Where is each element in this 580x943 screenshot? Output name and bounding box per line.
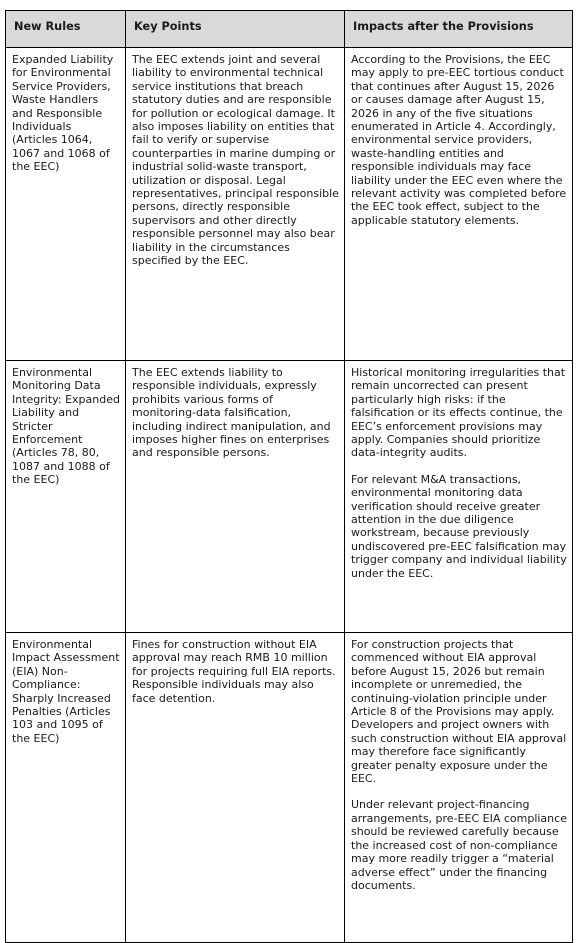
- table-row: [6, 48, 573, 361]
- rules-table: [5, 10, 573, 943]
- rule-cell: Environmental Monitoring Data Integrity: Expanded Liability and Stricter Enforcement (Articles 78, 80, 1087 and 1088 of the EEC): [6, 361, 126, 633]
- header-impacts: Impacts after the Provisions: [345, 11, 573, 48]
- impacts-cell: [345, 48, 573, 361]
- key-points-cell: The EEC extends liability to responsible individuals, expressly prohibits various forms of monitoring-data falsification, including indirect manipulation, and imposes higher fines on enterprises and responsible persons.: [126, 361, 345, 633]
- impact-paragraph: Historical monitoring irregularities that remain uncorrected can present particularly high risks: if the falsification or its effects continue, the EEC’s enforcement provisions may apply. Companies should prioritize data-integrity audits.: [351, 366, 566, 460]
- header-new-rules: New Rules: [6, 11, 126, 48]
- impacts-cell: [345, 361, 573, 633]
- rules-table-container: [5, 10, 572, 943]
- table-row: [6, 633, 573, 943]
- table-header-row: [6, 11, 573, 48]
- rule-cell: Environmental Impact Assessment (EIA) Non-Compliance: Sharply Increased Penalties (Articles 103 and 1095 of the EEC): [6, 633, 126, 943]
- impact-paragraph: For construction projects that commenced without EIA approval before August 15, 2026 but remain incomplete or unremedied, the continuing-violation principle under Article 8 of the Provisions may apply. Developers and project owners with such construction without EIA approval may therefore face significantly greater penalty exposure under the EEC.: [351, 638, 567, 786]
- impact-paragraph: For relevant M&A transactions, environmental monitoring data verification should receive greater attention in the due diligence workstream, because previously undiscovered pre-EEC falsification may trigger company and individual liability under the EEC.: [351, 472, 567, 580]
- key-points-cell: Fines for construction without EIA approval may reach RMB 10 million for projects requiring full EIA reports. Responsible individuals may also face detention.: [126, 633, 345, 943]
- impact-paragraph: Under relevant project-financing arrangements, pre-EEC EIA compliance should be reviewed carefully because the increased cost of non-compliance may more readily trigger a “material adverse effect” under the financing documents.: [351, 798, 567, 892]
- impacts-cell: [345, 633, 573, 943]
- key-points-cell: The EEC extends joint and several liability to environmental technical service institutions that breach statutory duties and are responsible for pollution or ecological damage. It also imposes liability on entities that fail to verify or supervise counterparties in marine dumping or industrial solid-waste transport, utilization or disposal. Legal representatives, principal responsible persons, directly responsible supervisors and other directly responsible personnel may also bear liability in the circumstances specified by the EEC.: [126, 48, 345, 361]
- impact-paragraph: According to the Provisions, the EEC may apply to pre-EEC tortious conduct that continues after August 15, 2026 or causes damage after August 15, 2026 in any of the five situations enumerated in Article 4. Accordingly, environmental service providers, waste-handling entities and responsible individuals may face liability under the EEC even where the relevant activity was completed before the EEC took effect, subject to the applicable statutory elements.: [351, 53, 567, 227]
- table-row: [6, 361, 573, 633]
- rule-cell: Expanded Liability for Environmental Service Providers, Waste Handlers and Responsible Individuals (Articles 1064, 1067 and 1068 of the EEC): [6, 48, 126, 361]
- header-key-points: Key Points: [126, 11, 345, 48]
